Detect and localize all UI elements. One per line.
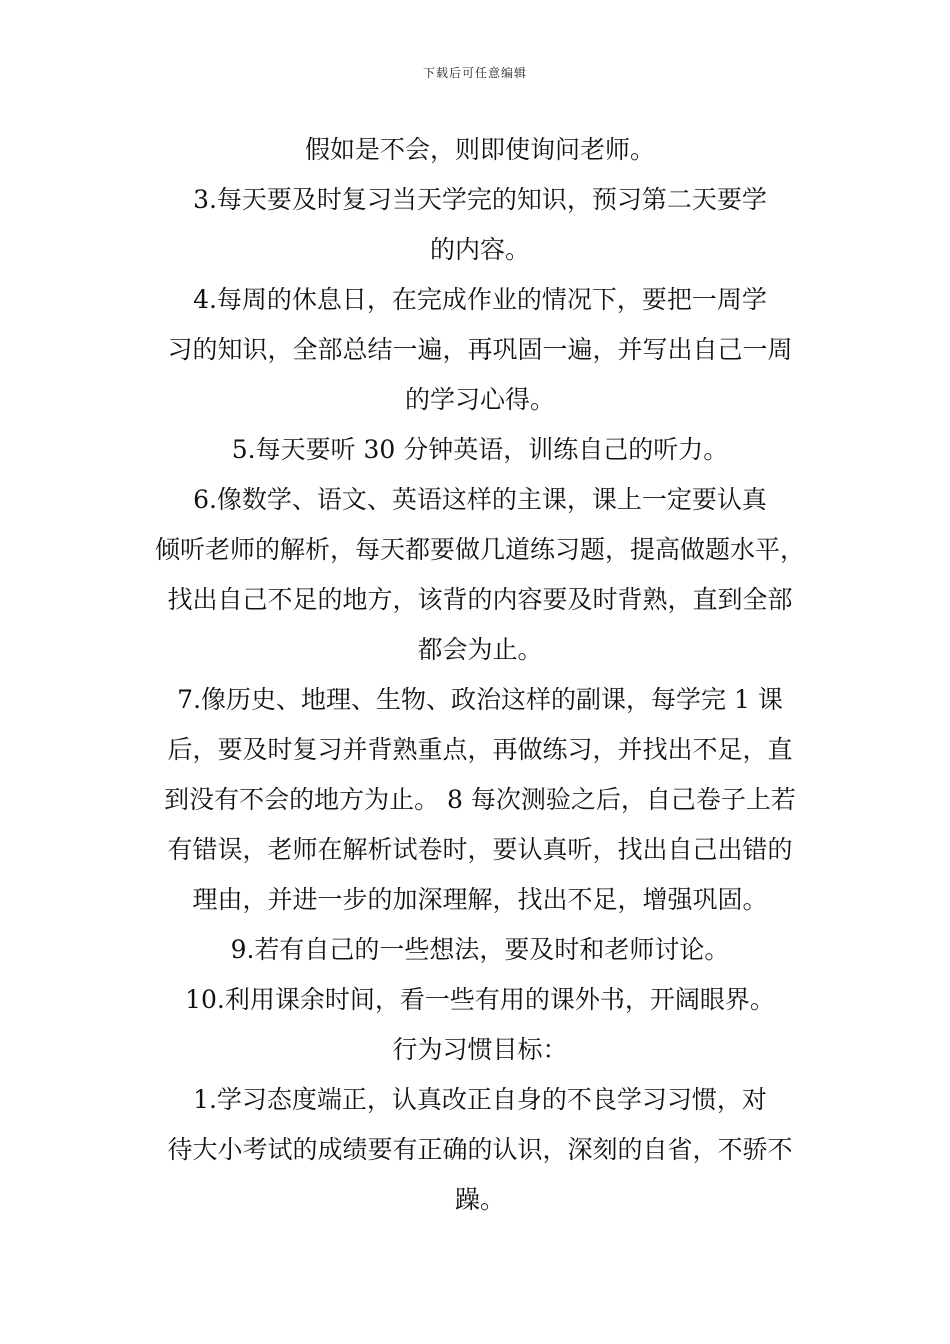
- page-header: 下载后可任意编辑: [422, 66, 527, 80]
- text-line: 躁。: [454, 1185, 505, 1214]
- text-line: 9.若有自己的一些想法，要及时和老师讨论。: [230, 935, 730, 964]
- text-line: 找出自己不足的地方，该背的内容要及时背熟，直到全部: [167, 585, 793, 614]
- text-line: 都会为止。: [417, 635, 543, 664]
- text-line: 后，要及时复习并背熟重点，再做练习，并找出不足，直: [167, 735, 793, 764]
- text-line: 倾听老师的解析，每天都要做几道练习题，提高做题水平，: [154, 535, 805, 564]
- text-line: 的学习心得。: [404, 385, 555, 414]
- text-line: 4.每周的休息日，在完成作业的情况下，要把一周学: [193, 285, 767, 314]
- text-line: 到没有不会的地方为止。 8 每次测验之后，自己卷子上若: [164, 785, 796, 814]
- text-line: 5.每天要听 30 分钟英语，训练自己的听力。: [231, 435, 729, 464]
- text-line: 习的知识，全部总结一遍，再巩固一遍，并写出自己一周: [167, 335, 793, 364]
- text-line: 6.像数学、语文、英语这样的主课，课上一定要认真: [193, 485, 767, 514]
- text-line: 10.利用课余时间，看一些有用的课外书，开阔眼界。: [185, 985, 775, 1014]
- text-line: 理由，并进一步的加深理解，找出不足，增强巩固。: [192, 885, 768, 914]
- text-line: 有错误，老师在解析试卷时，要认真听，找出自己出错的: [167, 835, 793, 864]
- text-line: 的内容。: [429, 235, 530, 264]
- text-line: 待大小考试的成绩要有正确的认识，深刻的自省，不骄不: [167, 1135, 793, 1164]
- text-line: 3.每天要及时复习当天学完的知识，预习第二天要学: [193, 185, 767, 214]
- text-line: 1.学习态度端正，认真改正自身的不良学习习惯，对: [193, 1085, 767, 1114]
- text-line: 假如是不会，则即使询问老师。: [304, 135, 655, 164]
- text-line: 7.像历史、地理、生物、政治这样的副课，每学完 1 课: [177, 685, 783, 714]
- section-heading: 行为习惯目标：: [392, 1035, 568, 1064]
